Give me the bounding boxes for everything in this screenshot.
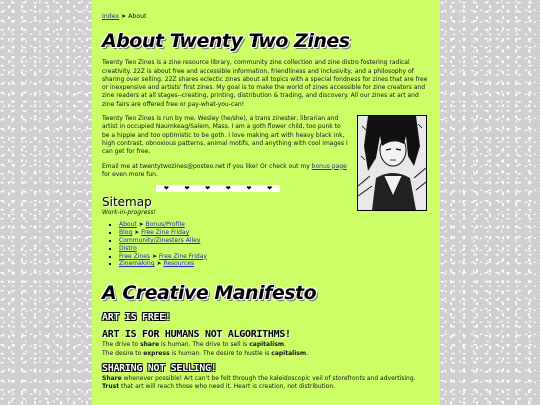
sitemap-link[interactable]: Blog xyxy=(119,229,133,237)
sitemap-item: ▪ Blog ➤ Free Zine Friday xyxy=(119,229,349,237)
sitemap-list xyxy=(102,221,349,268)
artist-portrait-image xyxy=(357,115,427,211)
manifesto-line-trust: Trust that art will reach those who need it. Heart is creation, not distribution. xyxy=(102,383,336,391)
main-page xyxy=(92,0,440,405)
bonus-page-link[interactable]: bonus page xyxy=(311,162,347,170)
manifesto-line-express: The desire to express is human. The desire to hustle is capitalism. xyxy=(102,349,308,357)
manifesto-title: A Creative Manifesto xyxy=(102,282,317,305)
breadcrumb xyxy=(102,13,430,21)
sitemap-link[interactable]: Community/Zinesters Alley xyxy=(119,237,201,245)
breadcrumb-current: About xyxy=(128,13,147,20)
heart-icon: ❤ xyxy=(205,184,211,192)
sitemap-link[interactable]: Distro xyxy=(119,244,137,252)
sitemap-link[interactable]: Free Zine Friday xyxy=(158,252,207,260)
sharing-not-selling-heading: SHARING NOT SELLING! xyxy=(102,362,217,374)
portrait-illustration xyxy=(358,116,426,210)
art-is-free-heading: ART IS FREE! xyxy=(102,312,171,324)
sitemap-title: Sitemap xyxy=(102,195,152,210)
sitemap-item xyxy=(119,237,349,245)
sitemap-link[interactable]: Resources xyxy=(163,260,195,268)
breadcrumb-index-link[interactable]: Index xyxy=(102,13,120,20)
sitemap-item xyxy=(119,245,349,253)
manifesto-line-share-whenever: Share whenever possible! Art can't be felt through the kaleidoscopic veil of storefronts and advertising. xyxy=(102,374,416,382)
sitemap-item: ▪ Zinemaking ➤ Resources xyxy=(119,260,349,268)
sitemap-item: ▪ Free Zines ➤ Free Zine Friday xyxy=(119,253,349,261)
sitemap-item: ▪ About ➤ Bonus/Profile xyxy=(119,221,349,229)
page-title: About Twenty Two Zines xyxy=(102,30,350,53)
sitemap-link[interactable]: Bonus/Profile xyxy=(145,221,185,229)
breadcrumb-separator: ➤ xyxy=(121,13,127,20)
bio-section xyxy=(102,115,430,268)
sitemap-link[interactable]: Free Zines xyxy=(119,252,151,260)
heart-icon: ❤ xyxy=(163,184,169,192)
sitemap-subtitle: Work-in-progress! xyxy=(102,209,156,217)
art-for-humans-heading: ART IS FOR HUMANS NOT ALGORITHMS! xyxy=(102,329,291,341)
heart-divider xyxy=(156,185,280,192)
intro-paragraph: Twenty Two Zines is a zine resource library, community zine collection and zine distro fostering radical creativity. 22Z is about free and accessible information, friendliness and inclusivity, and a philosophy of sharing over selling. 22Z shares eclectic zines about all topics with a special fondness for zines that are free or inexpensive and artists' first zines. My goal is to make the world of zines accessible for zine creators and zine readers at all stages--creating, printing, distribution & trading, and discovery. All our zines at art and zine fairs are offered free or pay-what-you-can! xyxy=(102,59,428,108)
manifesto-line-share: The drive to share is human. The drive to sell is capitalism. xyxy=(102,341,286,349)
sitemap-link[interactable]: Free Zine Friday xyxy=(141,229,190,237)
email-paragraph: Email me at twentytwozines@posteo.net if you like! Or check out my bonus page for even more fun. xyxy=(102,162,347,178)
sitemap-link[interactable]: Zinemaking xyxy=(119,260,155,268)
heart-icon: ❤ xyxy=(225,184,231,192)
heart-icon: ❤ xyxy=(246,184,252,192)
heart-icon: ❤ xyxy=(184,184,190,192)
heart-icon: ❤ xyxy=(267,184,273,192)
sitemap-link[interactable]: About xyxy=(119,221,137,229)
bio-paragraph: Twenty Two Zines is run by me, Wesley (he/she), a trans zinester, librarian and artist in occupied Naumkeag/Salem, Mass. I am a goth flower child, too punk to be a hippie and too optimistic to be goth. I love making art with heavy black ink, high contrast, obnoxious patterns, animal motifs, and anything with cool images I can get for free. xyxy=(102,115,348,156)
